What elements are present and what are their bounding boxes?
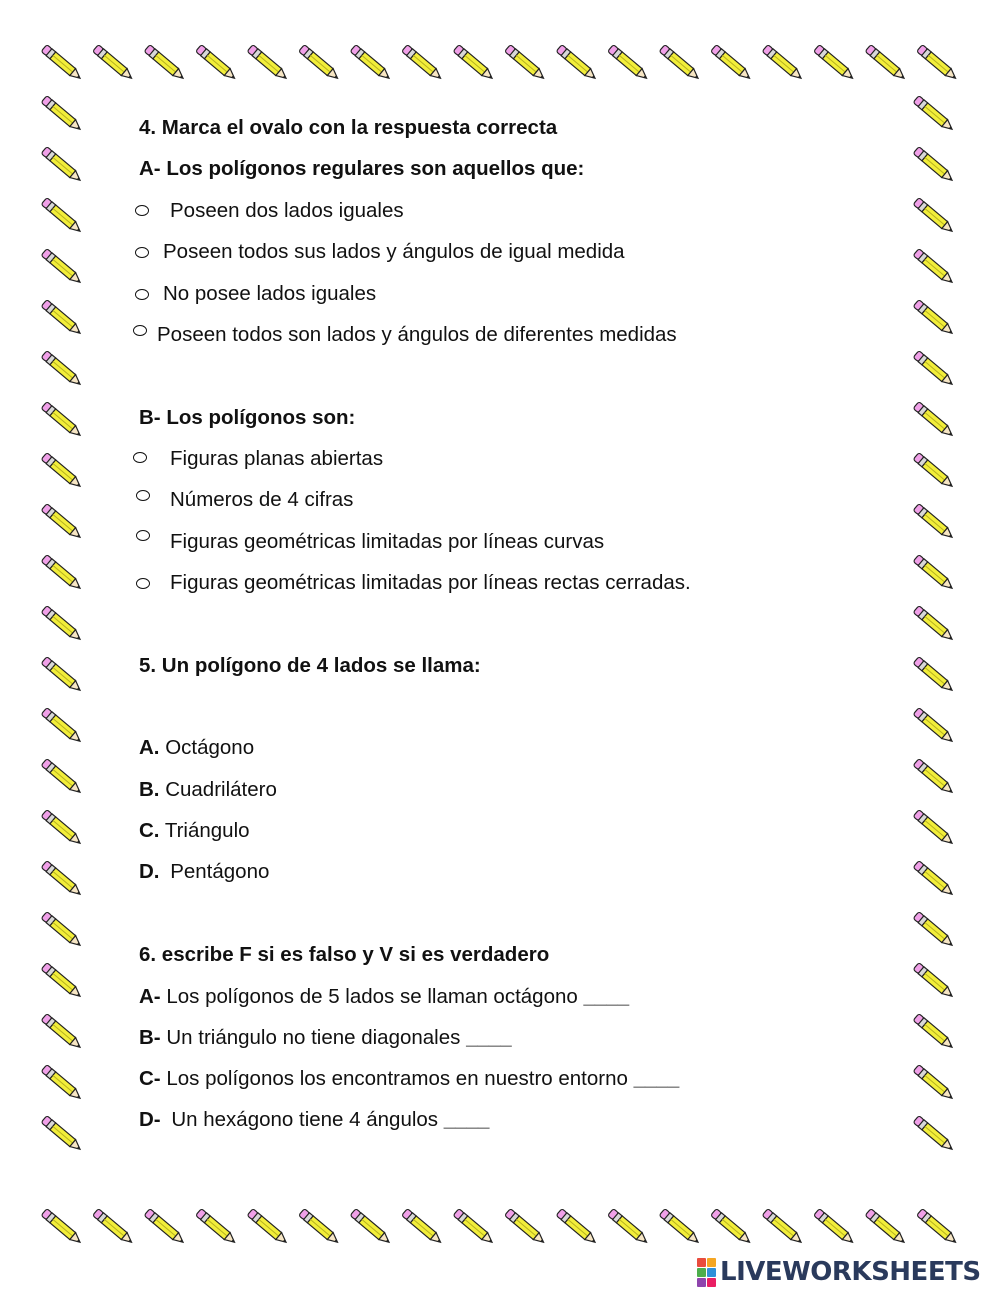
- question-4-title: 4. Marca el ovalo con la respuesta correcta: [139, 116, 558, 139]
- question-6-title: 6. escribe F si es falso y V si es verdadero: [139, 943, 550, 966]
- statement-text: Los polígonos de 5 lados se llaman octágono: [166, 985, 578, 1008]
- option-5-b[interactable]: [139, 778, 277, 802]
- option-letter: C.: [139, 819, 160, 842]
- question-4b-heading: B- Los polígonos son:: [139, 406, 356, 429]
- option-oval[interactable]: [133, 452, 147, 463]
- option-text: Triángulo: [164, 819, 250, 842]
- answer-blank[interactable]: ____: [583, 985, 630, 1008]
- statement-letter: D-: [139, 1108, 161, 1131]
- statement-6-a: [139, 985, 629, 1009]
- statement-text: Un triángulo no tiene diagonales: [166, 1026, 461, 1049]
- option-oval[interactable]: [136, 578, 150, 589]
- liveworksheets-logo: [697, 1257, 981, 1287]
- statement-6-d: [139, 1108, 489, 1132]
- option-4a-3: No posee lados iguales: [163, 282, 377, 305]
- logo-icon: [697, 1258, 716, 1287]
- option-letter: A.: [139, 736, 160, 759]
- question-4a-heading: A- Los polígonos regulares son aquellos que:: [139, 157, 585, 180]
- option-4a-4: Poseen todos son lados y ángulos de diferentes medidas: [157, 323, 677, 346]
- option-4b-3: Figuras geométricas limitadas por líneas curvas: [170, 530, 605, 553]
- option-letter: D.: [139, 860, 160, 883]
- option-text: Pentágono: [170, 860, 270, 883]
- option-oval[interactable]: [136, 530, 150, 541]
- statement-letter: A-: [139, 985, 161, 1008]
- logo-text: LIVEWORKSHEETS: [720, 1257, 981, 1287]
- statement-letter: C-: [139, 1067, 161, 1090]
- option-4b-4: Figuras geométricas limitadas por líneas rectas cerradas.: [170, 571, 691, 594]
- answer-blank[interactable]: ____: [443, 1108, 490, 1131]
- option-oval[interactable]: [135, 205, 149, 216]
- option-text: Octágono: [165, 736, 255, 759]
- option-4b-2: Números de 4 cifras: [170, 488, 354, 511]
- option-5-c[interactable]: [139, 819, 250, 843]
- option-oval[interactable]: [135, 289, 149, 300]
- option-oval[interactable]: [136, 490, 150, 501]
- statement-letter: B-: [139, 1026, 161, 1049]
- option-4b-1: Figuras planas abiertas: [170, 447, 384, 470]
- option-oval[interactable]: [133, 325, 147, 336]
- option-4a-2: Poseen todos sus lados y ángulos de igual medida: [163, 240, 625, 263]
- option-letter: B.: [139, 778, 160, 801]
- option-oval[interactable]: [135, 247, 149, 258]
- statement-6-c: [139, 1067, 679, 1091]
- answer-blank[interactable]: ____: [466, 1026, 512, 1049]
- option-4a-1: Poseen dos lados iguales: [170, 199, 404, 222]
- option-5-d[interactable]: [139, 860, 269, 884]
- statement-text: Los polígonos los encontramos en nuestro entorno: [166, 1067, 628, 1090]
- option-5-a[interactable]: [139, 736, 254, 760]
- question-5-title: 5. Un polígono de 4 lados se llama:: [139, 654, 481, 677]
- statement-6-b: [139, 1026, 512, 1050]
- option-text: Cuadrilátero: [165, 778, 277, 801]
- answer-blank[interactable]: ____: [633, 1067, 680, 1090]
- statement-text: Un hexágono tiene 4 ángulos: [171, 1108, 439, 1131]
